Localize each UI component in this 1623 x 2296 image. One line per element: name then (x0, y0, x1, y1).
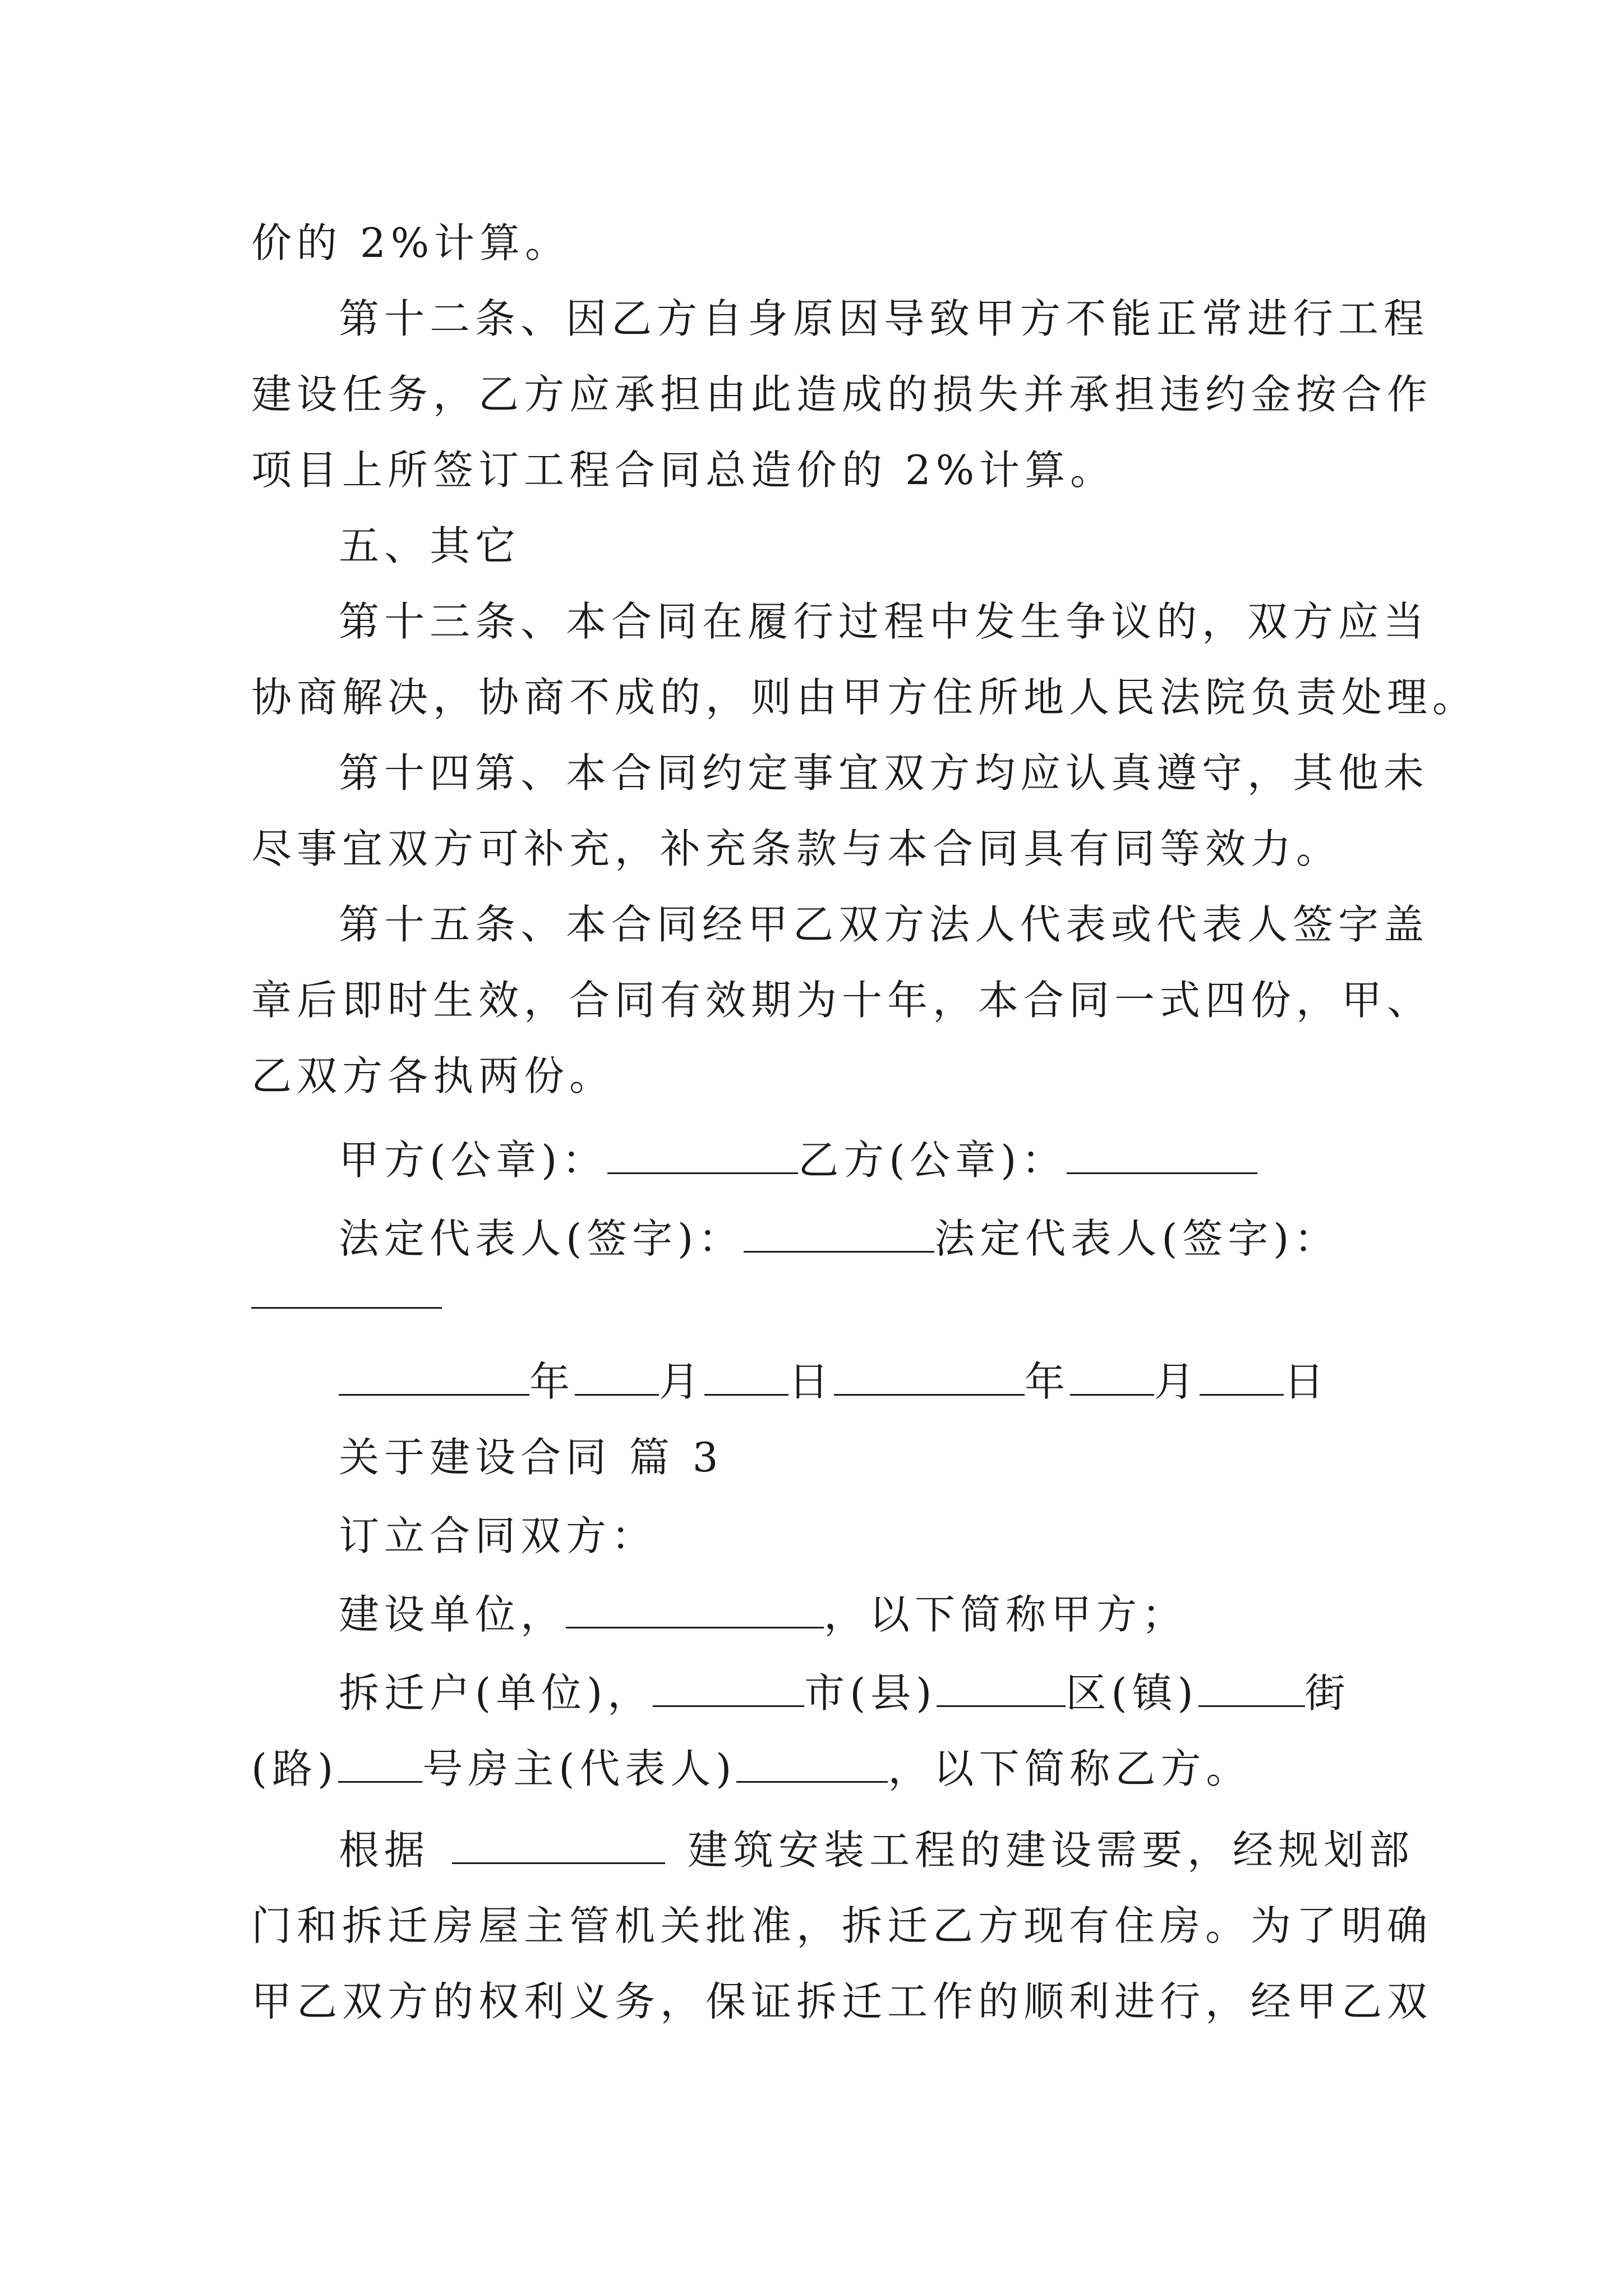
party-b-seal-label: 乙方(公章)： (798, 1137, 1067, 1184)
paragraph-line: 门和拆迁房屋主管机关批准，拆迁乙方现有住房。为了明确 (251, 1902, 1433, 1949)
street-blank[interactable] (1198, 1671, 1305, 1707)
paragraph-line: 甲乙双方的权利义务，保证拆迁工作的顺利进行，经甲乙双 (251, 1978, 1433, 2025)
parties-heading: 订立合同双方： (339, 1512, 657, 1559)
relocatee-suffix: ，以下简称乙方。 (888, 1745, 1252, 1792)
year-label: 年 (1025, 1358, 1071, 1405)
paragraph-line: 第十五条、本合同经甲乙双方法人代表或代表人签字盖 (339, 901, 1430, 948)
rep-b-blank[interactable] (251, 1307, 442, 1309)
basis-start: 根据 (339, 1826, 430, 1874)
month-label: 月 (1154, 1358, 1200, 1405)
month-label: 月 (659, 1358, 705, 1405)
date-line (339, 1355, 1329, 1409)
paragraph-line: 乙双方各执两份。 (251, 1052, 615, 1099)
date-b-year-blank[interactable] (834, 1359, 1025, 1396)
day-label: 日 (789, 1358, 834, 1405)
basis-line (339, 1823, 1414, 1877)
district-blank[interactable] (937, 1671, 1066, 1707)
date-b-month-blank[interactable] (1070, 1359, 1154, 1396)
paragraph-line: 项目上所签订工程合同总造价的 2%计算。 (251, 447, 1116, 494)
paragraph-line: 第十二条、因乙方自身原因导致甲方不能正常进行工程 (339, 295, 1430, 342)
builder-prefix: 建设单位， (339, 1591, 566, 1638)
city-label: 市(县) (804, 1669, 937, 1717)
owner-blank[interactable] (736, 1746, 888, 1783)
party-a-seal-blank[interactable] (607, 1138, 798, 1174)
relocatee-prefix: 拆迁户(单位)， (339, 1669, 653, 1717)
rep-a-blank[interactable] (744, 1216, 934, 1253)
rep-a-label: 法定代表人(签字)： (339, 1215, 744, 1262)
relocatee-line-2 (251, 1742, 1251, 1796)
district-label: 区(镇) (1066, 1669, 1198, 1717)
year-label: 年 (529, 1358, 575, 1405)
party-a-seal-label: 甲方(公章)： (339, 1137, 608, 1184)
city-blank[interactable] (653, 1671, 804, 1707)
party-b-seal-blank[interactable] (1067, 1138, 1257, 1174)
house-label: 号房主(代表人) (422, 1745, 737, 1792)
representative-line (339, 1212, 1339, 1266)
date-b-day-blank[interactable] (1200, 1359, 1284, 1396)
day-label: 日 (1284, 1358, 1330, 1405)
paragraph-line: 第十三条、本合同在履行过程中发生争议的，双方应当 (339, 598, 1430, 645)
section-title: 关于建设合同 篇 3 (339, 1434, 723, 1481)
section-heading: 五、其它 (339, 522, 521, 569)
paragraph-line: 第十四第、本合同约定事宜双方均应认真遵守，其他未 (339, 749, 1430, 797)
house-number-blank[interactable] (338, 1746, 422, 1783)
street-label: 街 (1304, 1669, 1350, 1717)
seal-line (339, 1133, 1257, 1187)
basis-rest: 建筑安装工程的建设需要，经规划部 (688, 1826, 1415, 1874)
paragraph-line: 尽事宜双方可补充，补充条款与本合同具有同等效力。 (251, 825, 1342, 872)
builder-line (339, 1588, 1187, 1641)
rep-b-label: 法定代表人(签字)： (934, 1215, 1340, 1262)
paragraph-line: 建设任务，乙方应承担由此造成的损失并承担违约金按合作 (251, 371, 1433, 418)
project-blank[interactable] (452, 1828, 665, 1864)
paragraph-line: 章后即时生效，合同有效期为十年，本合同一式四份，甲、 (251, 977, 1433, 1024)
paragraph-line: 协商解决，协商不成的，则由甲方住所地人民法院负责处理。 (251, 674, 1478, 721)
builder-suffix: ，以下简称甲方； (824, 1591, 1188, 1638)
date-a-month-blank[interactable] (575, 1359, 659, 1396)
paragraph-line: 价的 2%计算。 (251, 219, 571, 266)
date-a-year-blank[interactable] (339, 1359, 529, 1396)
relocatee-line (339, 1666, 1350, 1720)
builder-name-blank[interactable] (566, 1592, 824, 1628)
road-label: (路) (251, 1745, 339, 1792)
date-a-day-blank[interactable] (704, 1359, 789, 1396)
